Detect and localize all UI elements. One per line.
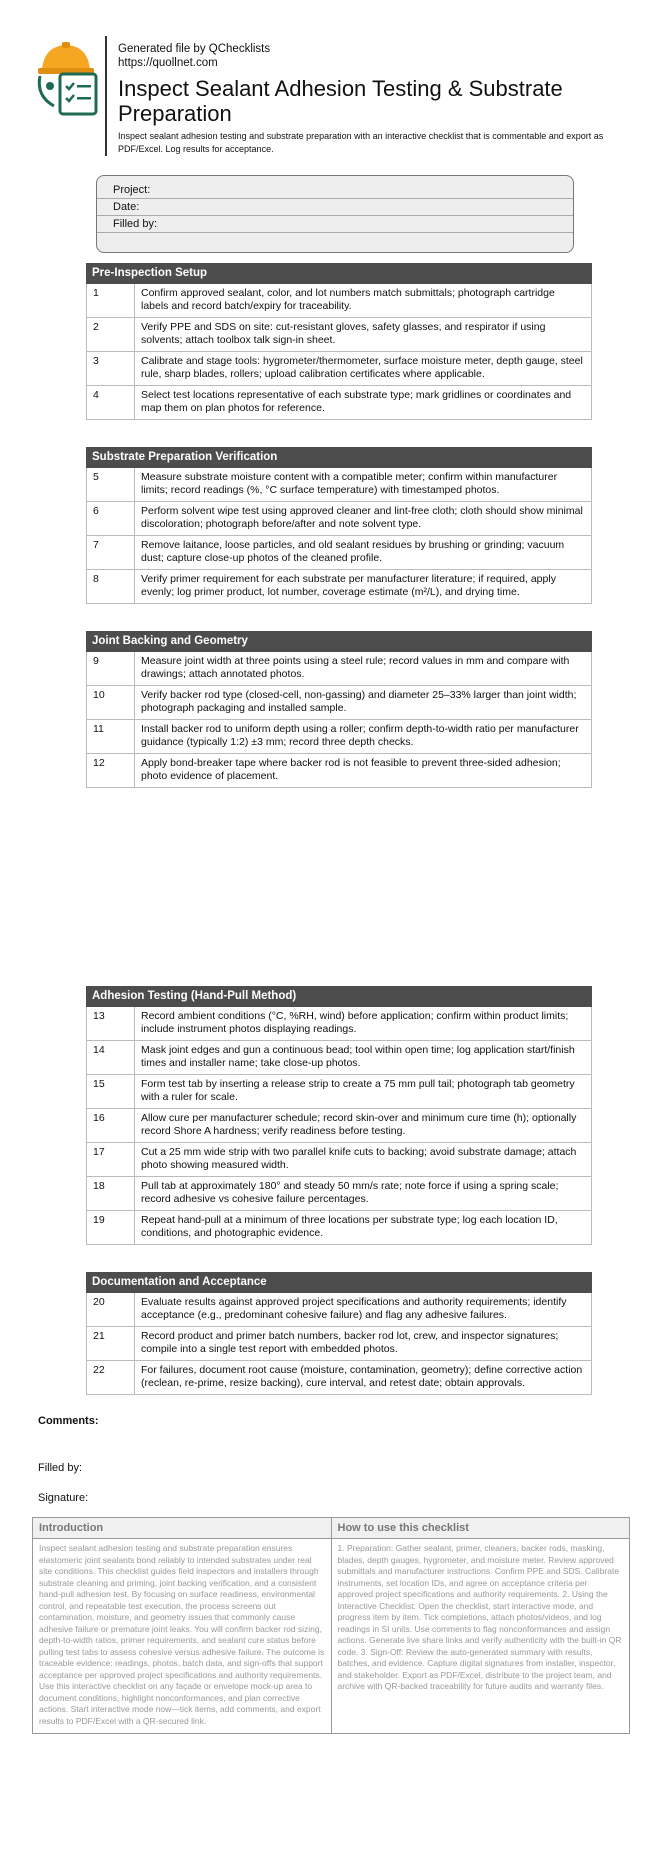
item-number: 10 xyxy=(87,686,135,719)
item-text: Confirm approved sealant, color, and lot numbers match submittals; photograph cartridge labels and record batch/expiry for traceability. xyxy=(141,287,555,312)
item-number: 5 xyxy=(87,468,135,501)
checklist-item-row[interactable] xyxy=(86,686,592,720)
project-field[interactable]: Project: xyxy=(97,182,573,199)
item-number: 19 xyxy=(87,1211,135,1244)
checklist-section xyxy=(86,263,592,420)
item-number: 11 xyxy=(87,720,135,753)
item-text: Verify backer rod type (closed-cell, non-gassing) and diameter 25–33% larger than joint width; photograph packaging and installed sample. xyxy=(141,689,577,714)
checklist-item-row[interactable] xyxy=(86,318,592,352)
item-text: For failures, document root cause (moisture, contamination, geometry); define corrective action (reclean, re-prime, resize backing), cure interval, and retest date; obtain approvals. xyxy=(141,1364,583,1389)
source-url-link[interactable]: https://quollnet.com xyxy=(118,57,218,69)
checklist-item-row[interactable] xyxy=(86,754,592,788)
checklist-section xyxy=(86,631,592,788)
item-text: Perform solvent wipe test using approved cleaner and lint-free cloth; cloth should show minimal discoloration; photograph before/after and note solvent type. xyxy=(141,505,583,530)
project-info-box xyxy=(96,175,574,253)
item-number: 14 xyxy=(87,1041,135,1074)
checklist-item-row[interactable] xyxy=(86,502,592,536)
item-text: Record product and primer batch numbers, backer rod lot, crew, and inspector signatures; compile into a single test report with embedded photos. xyxy=(141,1330,559,1355)
checklist-item-row[interactable] xyxy=(86,1327,592,1361)
item-number: 21 xyxy=(87,1327,135,1360)
item-text: Evaluate results against approved project specifications and authority requirements; identify acceptance (e.g., predominant cohesive failure) and flag any adhesive failures. xyxy=(141,1296,567,1321)
item-number: 7 xyxy=(87,536,135,569)
checklist-section xyxy=(86,986,592,1245)
checklist-item-row[interactable] xyxy=(86,468,592,502)
page-title: Inspect Sealant Adhesion Testing & Substrate Preparation xyxy=(118,76,563,126)
header-divider xyxy=(105,36,107,156)
item-number: 15 xyxy=(87,1075,135,1108)
checklist-item-row[interactable] xyxy=(86,1361,592,1395)
item-text: Mask joint edges and gun a continuous bead; tool within open time; log application start/finish times and installer name; take close-up photos. xyxy=(141,1044,575,1069)
how-to-column xyxy=(331,1518,630,1733)
filled-by-label: Filled by: xyxy=(38,1462,83,1474)
checklist-item-row[interactable] xyxy=(86,536,592,570)
item-number: 18 xyxy=(87,1177,135,1210)
generated-by-text: Generated file by QChecklists xyxy=(118,43,271,55)
checklist-item-row[interactable] xyxy=(86,652,592,686)
checklist-item-row[interactable] xyxy=(86,284,592,318)
item-number: 12 xyxy=(87,754,135,787)
item-text: Record ambient conditions (°C, %RH, wind) before application; confirm within product limits; include instrument photos displaying readings. xyxy=(141,1010,569,1035)
section-title: Substrate Preparation Verification xyxy=(86,447,592,468)
checklist-item-row[interactable] xyxy=(86,1041,592,1075)
item-text: Install backer rod to uniform depth using a roller; confirm depth-to-width ratio per manufacturer guidance (typically 1:2) ±3 mm; record three depth checks. xyxy=(141,723,579,748)
date-field[interactable]: Date: xyxy=(97,199,573,216)
introduction-column xyxy=(33,1518,331,1733)
item-text: Repeat hand-pull at a minimum of three locations per substrate type; log each location ID, conditions, and photographic evidence. xyxy=(141,1214,558,1239)
checklist-section xyxy=(86,447,592,604)
item-text: Calibrate and stage tools: hygrometer/thermometer, surface moisture meter, depth gauge, steel rule, sharp blades, rollers; upload calibration certificates where applicable. xyxy=(141,355,583,380)
checklist-section xyxy=(86,1272,592,1395)
section-title: Joint Backing and Geometry xyxy=(86,631,592,652)
filled-by-field[interactable]: Filled by: xyxy=(97,216,573,233)
item-number: 17 xyxy=(87,1143,135,1176)
item-number: 9 xyxy=(87,652,135,685)
item-text: Apply bond-breaker tape where backer rod is not feasible to prevent three-sided adhesion; photo evidence of placement. xyxy=(141,757,561,782)
item-text: Allow cure per manufacturer schedule; record skin-over and minimum cure time (h); optionally record Shore A hardness; verify readiness before testing. xyxy=(141,1112,577,1137)
item-text: Form test tab by inserting a release strip to create a 75 mm pull tail; photograph tab geometry with a ruler for scale. xyxy=(141,1078,575,1103)
checklist-item-row[interactable] xyxy=(86,352,592,386)
section-title: Adhesion Testing (Hand-Pull Method) xyxy=(86,986,592,1007)
checklist-item-row[interactable] xyxy=(86,386,592,420)
checklist-logo-icon xyxy=(32,40,104,116)
checklist-item-row[interactable] xyxy=(86,1211,592,1245)
checklist-item-row[interactable] xyxy=(86,1109,592,1143)
item-text: Verify primer requirement for each substrate per manufacturer literature; if required, apply evenly; log primer product, lot number, coverage estimate (m²/L), and drying time. xyxy=(141,573,556,598)
item-number: 20 xyxy=(87,1293,135,1326)
item-text: Measure substrate moisture content with a compatible meter; confirm within manufacturer limits; record readings (%, °C surface temperature) with timestamped photos. xyxy=(141,471,558,496)
item-number: 16 xyxy=(87,1109,135,1142)
checklist-item-row[interactable] xyxy=(86,1177,592,1211)
item-number: 1 xyxy=(87,284,135,317)
checklist-item-row[interactable] xyxy=(86,720,592,754)
checklist-item-row[interactable] xyxy=(86,1293,592,1327)
item-number: 6 xyxy=(87,502,135,535)
info-columns xyxy=(32,1517,630,1734)
document-header xyxy=(32,36,632,156)
item-text: Verify PPE and SDS on site: cut-resistant gloves, safety glasses, and respirator if using solvents; attach toolbox talk sign-in sheet. xyxy=(141,321,546,346)
checklist-item-row[interactable] xyxy=(86,1075,592,1109)
signature-label: Signature: xyxy=(38,1492,89,1504)
item-number: 4 xyxy=(87,386,135,419)
item-text: Pull tab at approximately 180° and steady 50 mm/s rate; note force if using a spring scale; record adhesive vs cohesive failure percentages. xyxy=(141,1180,559,1205)
item-number: 3 xyxy=(87,352,135,385)
section-title: Pre-Inspection Setup xyxy=(86,263,592,284)
section-title: Documentation and Acceptance xyxy=(86,1272,592,1293)
introduction-title: Introduction xyxy=(33,1518,331,1539)
item-text: Remove laitance, loose particles, and old sealant residues by brushing or grinding; vacuum dust; capture close-up photos of the cleaned profile. xyxy=(141,539,565,564)
item-number: 8 xyxy=(87,570,135,603)
item-text: Select test locations representative of each substrate type; mark gridlines or coordinates and map them on plan photos for reference. xyxy=(141,389,572,414)
how-to-text: 1. Preparation: Gather sealant, primer, cleaners, backer rods, masking, blades, depth gauges, hygrometer, and moisture meter. Review approved submittals and manufacturer instructions. Confirm PPE and SDS. Calibrate instruments, set location IDs, and agree on acceptance criteria per approved project specifications and authority requirements. 2. Using the Interactive Checklist: Open the checklist, start interactive mode, and progress item by item. Tick completions, attach photos/videos, and log readings in SI units. Use comments to flag nonconformances and assign actions. Generate live share links and verify authenticity with the built-in QR code. 3. Sign-Off: Review the auto-generated summary with results, batches, and evidence. Capture digital signatures from installer, inspector, and stakeholder. Export as PDF/Excel, distribute to the project team, and archive with QR-backed traceability for future audits and warranty files. xyxy=(337,1543,622,1691)
introduction-text: Inspect sealant adhesion testing and substrate preparation ensures elastomeric joint sealants bond reliably to intended substrates under real site conditions. This checklist guides field inspectors and installers through substrate cleaning and priming, joint backing verification, and a consistent hand-pull adhesion test. By focusing on surface readiness, environmental control, and repeatable test execution, the process screens out contamination, moisture, and geometry issues that commonly cause adhesive failure or premature joint leaks. You will confirm backer rod sizing, depth-to-width ratios, primer requirements, and sealant cure status before pulling test tabs to assess cohesive versus adhesive failure. The outcome is traceable evidence: readings, photos, batch data, and sign-offs that support acceptance per approved project specifications and authority requirements. Use this interactive checklist on any façade or envelope mock-up area to document conditions, highlight nonconformances, and plan corrective actions. Start interactive mode now—tick items, add comments, and export results to PDF/Excel with a QR-secured link. xyxy=(39,1543,325,1726)
page-description: Inspect sealant adhesion testing and substrate preparation with an interactive checklist that is commentable and export as PDF/Excel. Log results for acceptance. xyxy=(118,131,604,154)
item-number: 22 xyxy=(87,1361,135,1394)
item-text: Cut a 25 mm wide strip with two parallel knife cuts to backing; avoid substrate damage; attach photo showing measured width. xyxy=(141,1146,577,1171)
checklist-item-row[interactable] xyxy=(86,1143,592,1177)
how-to-title: How to use this checklist xyxy=(332,1518,630,1539)
checklist-item-row[interactable] xyxy=(86,1007,592,1041)
item-number: 2 xyxy=(87,318,135,351)
item-text: Measure joint width at three points using a steel rule; record values in mm and compare with drawings; attach annotated photos. xyxy=(141,655,570,680)
item-number: 13 xyxy=(87,1007,135,1040)
checklist-item-row[interactable] xyxy=(86,570,592,604)
comments-label: Comments: xyxy=(38,1415,99,1427)
